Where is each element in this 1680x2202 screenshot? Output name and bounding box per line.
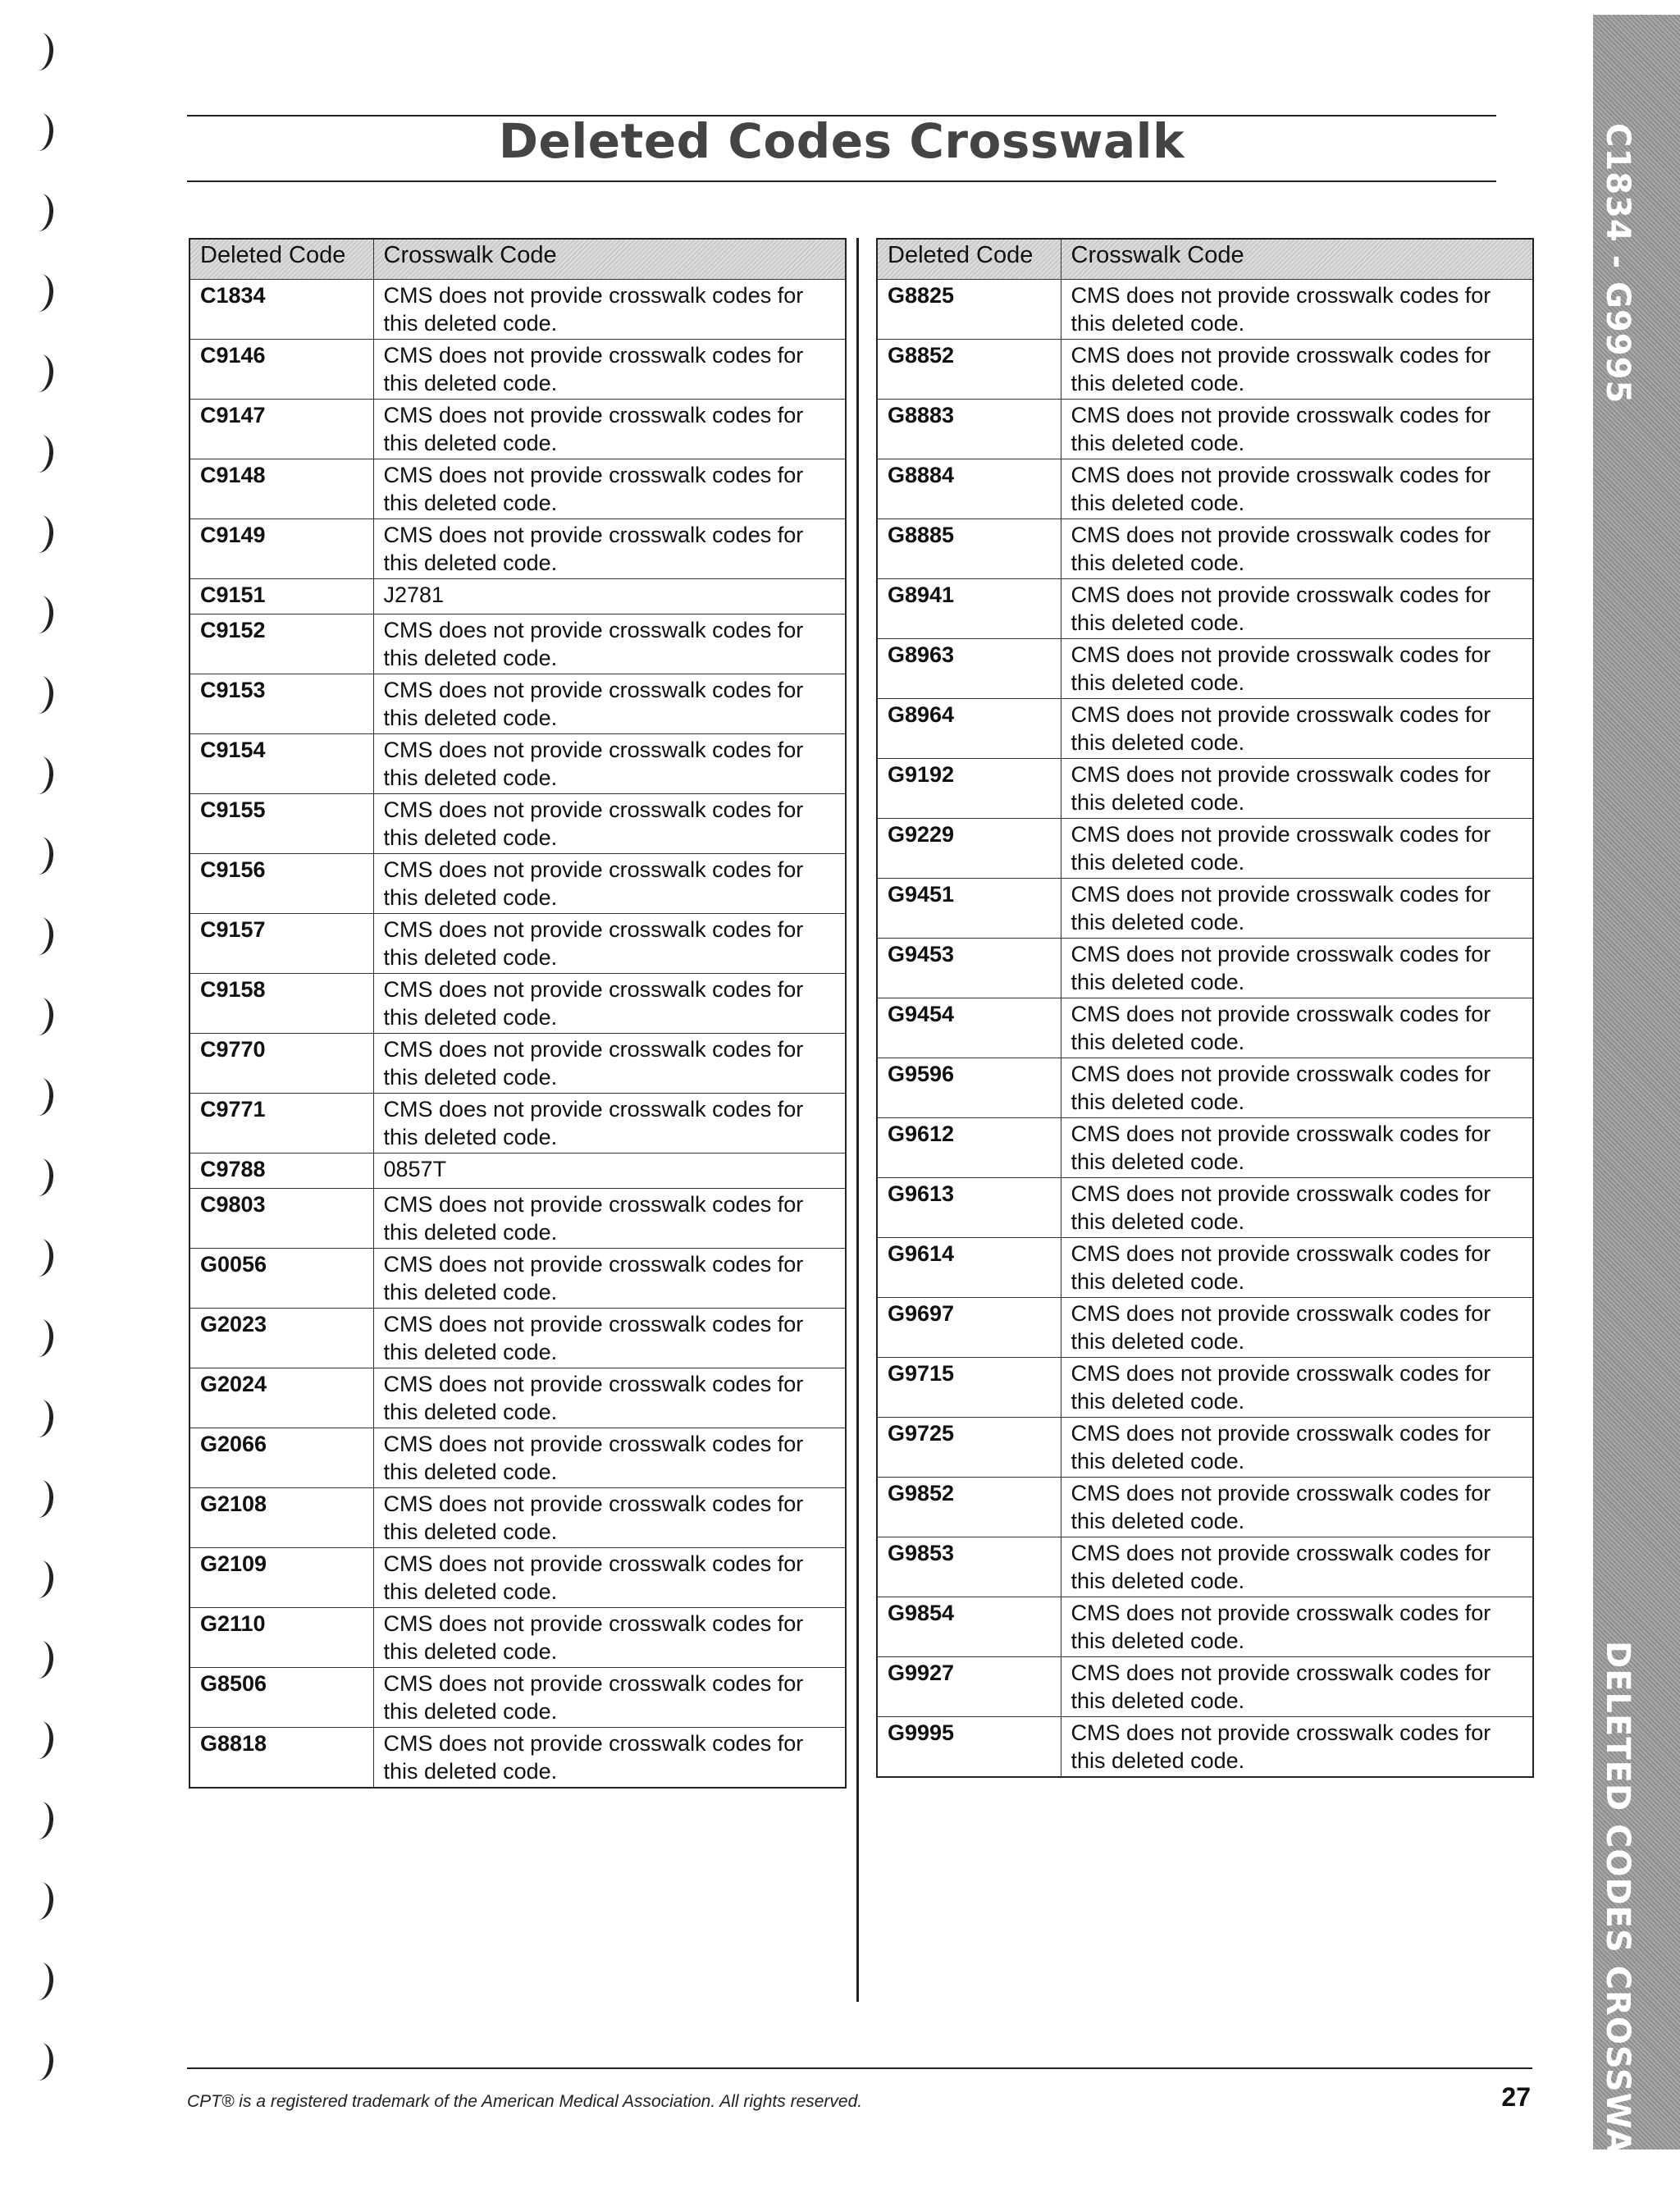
spiral-binding xyxy=(0,0,90,2149)
crosswalk-code-cell: CMS does not provide crosswalk codes for this deleted code. xyxy=(373,1034,846,1094)
binding-ring xyxy=(25,1157,56,1197)
table-row xyxy=(877,1178,1533,1238)
binding-ring xyxy=(25,112,56,152)
crosswalk-code-cell: CMS does not provide crosswalk codes for this deleted code. xyxy=(1061,759,1533,819)
table-row xyxy=(189,579,846,614)
deleted-code-cell: G9995 xyxy=(877,1717,1061,1778)
table-row xyxy=(877,1118,1533,1178)
table-row xyxy=(189,854,846,914)
table-row xyxy=(189,1488,846,1548)
deleted-code-cell: C9146 xyxy=(189,340,373,400)
crosswalk-code-cell: CMS does not provide crosswalk codes for this deleted code. xyxy=(1061,1597,1533,1657)
binding-ring xyxy=(25,1720,56,1760)
binding-ring xyxy=(25,1318,56,1358)
crosswalk-code-cell: CMS does not provide crosswalk codes for this deleted code. xyxy=(373,1428,846,1488)
crosswalk-code-cell: CMS does not provide crosswalk codes for this deleted code. xyxy=(373,794,846,854)
binding-ring xyxy=(25,1880,56,1921)
table-row xyxy=(189,1668,846,1728)
table-row xyxy=(189,1309,846,1368)
deleted-code-cell: C9152 xyxy=(189,614,373,674)
crosswalk-code-cell: CMS does not provide crosswalk codes for this deleted code. xyxy=(1061,1238,1533,1298)
crosswalk-code-cell: J2781 xyxy=(373,579,846,614)
crosswalk-code-cell: CMS does not provide crosswalk codes for this deleted code. xyxy=(373,1608,846,1668)
deleted-code-cell: G8825 xyxy=(877,280,1061,340)
deleted-code-cell: G8941 xyxy=(877,579,1061,639)
table-row xyxy=(189,280,846,340)
crosswalk-code-cell: CMS does not provide crosswalk codes for this deleted code. xyxy=(373,1309,846,1368)
binding-ring xyxy=(25,272,56,313)
table-row xyxy=(189,1094,846,1154)
crosswalk-code-cell: CMS does not provide crosswalk codes for this deleted code. xyxy=(1061,579,1533,639)
deleted-code-cell: G2109 xyxy=(189,1548,373,1608)
binding-ring xyxy=(25,1237,56,1277)
crosswalk-code-cell: CMS does not provide crosswalk codes for this deleted code. xyxy=(373,854,846,914)
deleted-code-cell: G9596 xyxy=(877,1058,1061,1118)
side-tab-range: C1834 - G9995 xyxy=(1599,123,1637,404)
binding-ring xyxy=(25,514,56,554)
crosswalk-code-cell: CMS does not provide crosswalk codes for this deleted code. xyxy=(1061,819,1533,879)
crosswalk-code-cell: CMS does not provide crosswalk codes for this deleted code. xyxy=(1061,459,1533,519)
binding-ring xyxy=(25,1639,56,1679)
deleted-code-cell: G9715 xyxy=(877,1358,1061,1418)
table-row xyxy=(189,1428,846,1488)
table-row xyxy=(877,400,1533,459)
deleted-code-cell: C9788 xyxy=(189,1154,373,1189)
table-row xyxy=(877,699,1533,759)
crosswalk-table-right-body xyxy=(877,280,1533,1778)
deleted-code-cell: G0056 xyxy=(189,1249,373,1309)
deleted-code-cell: C9771 xyxy=(189,1094,373,1154)
table-row xyxy=(189,519,846,579)
binding-ring xyxy=(25,1478,56,1519)
table-row xyxy=(877,759,1533,819)
crosswalk-code-cell: CMS does not provide crosswalk codes for this deleted code. xyxy=(373,280,846,340)
table-row xyxy=(189,1034,846,1094)
binding-ring xyxy=(25,353,56,393)
crosswalk-code-cell: CMS does not provide crosswalk codes for this deleted code. xyxy=(373,519,846,579)
table-row xyxy=(877,459,1533,519)
deleted-code-cell: C9153 xyxy=(189,674,373,734)
deleted-code-cell: C9151 xyxy=(189,579,373,614)
crosswalk-code-cell: CMS does not provide crosswalk codes for this deleted code. xyxy=(1061,1478,1533,1537)
deleted-code-cell: G2066 xyxy=(189,1428,373,1488)
deleted-code-cell: G9229 xyxy=(877,819,1061,879)
crosswalk-code-cell: CMS does not provide crosswalk codes for this deleted code. xyxy=(373,1488,846,1548)
table-row xyxy=(189,1368,846,1428)
crosswalk-code-cell: 0857T xyxy=(373,1154,846,1189)
table-row xyxy=(877,998,1533,1058)
table-row xyxy=(877,1478,1533,1537)
header-crosswalk-code: Crosswalk Code xyxy=(1061,239,1533,280)
deleted-code-cell: C9154 xyxy=(189,734,373,794)
binding-ring xyxy=(25,2041,56,2081)
header-deleted-code: Deleted Code xyxy=(189,239,373,280)
table-header-row xyxy=(189,239,846,280)
crosswalk-code-cell: CMS does not provide crosswalk codes for this deleted code. xyxy=(1061,400,1533,459)
deleted-code-cell: G2023 xyxy=(189,1309,373,1368)
crosswalk-code-cell: CMS does not provide crosswalk codes for this deleted code. xyxy=(1061,879,1533,939)
table-row xyxy=(189,1608,846,1668)
table-row xyxy=(877,1298,1533,1358)
table-row xyxy=(189,400,846,459)
binding-ring xyxy=(25,31,56,71)
crosswalk-code-cell: CMS does not provide crosswalk codes for this deleted code. xyxy=(1061,699,1533,759)
table-row xyxy=(189,914,846,974)
table-row xyxy=(189,674,846,734)
deleted-code-cell: G9454 xyxy=(877,998,1061,1058)
deleted-code-cell: G9725 xyxy=(877,1418,1061,1478)
table-row xyxy=(877,340,1533,400)
crosswalk-table-left-body xyxy=(189,280,846,1789)
crosswalk-code-cell: CMS does not provide crosswalk codes for this deleted code. xyxy=(1061,340,1533,400)
crosswalk-code-cell: CMS does not provide crosswalk codes for this deleted code. xyxy=(373,459,846,519)
binding-ring xyxy=(25,1076,56,1117)
column-divider xyxy=(856,238,859,2002)
deleted-code-cell: G8964 xyxy=(877,699,1061,759)
table-row xyxy=(877,819,1533,879)
binding-ring xyxy=(25,916,56,956)
crosswalk-code-cell: CMS does not provide crosswalk codes for this deleted code. xyxy=(373,340,846,400)
crosswalk-code-cell: CMS does not provide crosswalk codes for this deleted code. xyxy=(373,974,846,1034)
header-crosswalk-code: Crosswalk Code xyxy=(373,239,846,280)
table-row xyxy=(877,519,1533,579)
crosswalk-code-cell: CMS does not provide crosswalk codes for this deleted code. xyxy=(373,1548,846,1608)
crosswalk-code-cell: CMS does not provide crosswalk codes for this deleted code. xyxy=(373,674,846,734)
deleted-code-cell: G9614 xyxy=(877,1238,1061,1298)
binding-ring xyxy=(25,192,56,232)
crosswalk-code-cell: CMS does not provide crosswalk codes for this deleted code. xyxy=(373,734,846,794)
table-row xyxy=(189,734,846,794)
deleted-code-cell: G2108 xyxy=(189,1488,373,1548)
crosswalk-code-cell: CMS does not provide crosswalk codes for this deleted code. xyxy=(373,614,846,674)
table-row xyxy=(877,1717,1533,1778)
table-row xyxy=(877,1537,1533,1597)
deleted-code-cell: G9853 xyxy=(877,1537,1061,1597)
table-row xyxy=(189,459,846,519)
deleted-code-cell: C9148 xyxy=(189,459,373,519)
table-row xyxy=(877,1597,1533,1657)
table-row xyxy=(877,579,1533,639)
title-bottom-rule xyxy=(187,180,1496,182)
table-row xyxy=(189,614,846,674)
table-row xyxy=(189,1154,846,1189)
side-tab-section: DELETED CODES CROSSWALK xyxy=(1599,1641,1637,2202)
deleted-code-cell: G8852 xyxy=(877,340,1061,400)
table-row xyxy=(877,1657,1533,1717)
table-row xyxy=(877,280,1533,340)
table-row xyxy=(189,1189,846,1249)
deleted-code-cell: G9852 xyxy=(877,1478,1061,1537)
binding-ring xyxy=(25,1800,56,1840)
crosswalk-code-cell: CMS does not provide crosswalk codes for this deleted code. xyxy=(1061,639,1533,699)
crosswalk-code-cell: CMS does not provide crosswalk codes for this deleted code. xyxy=(373,1189,846,1249)
table-row xyxy=(877,1358,1533,1418)
deleted-code-cell: G9854 xyxy=(877,1597,1061,1657)
table-row xyxy=(877,1058,1533,1118)
crosswalk-code-cell: CMS does not provide crosswalk codes for this deleted code. xyxy=(373,1249,846,1309)
table-row xyxy=(189,1548,846,1608)
crosswalk-code-cell: CMS does not provide crosswalk codes for this deleted code. xyxy=(1061,939,1533,998)
crosswalk-code-cell: CMS does not provide crosswalk codes for this deleted code. xyxy=(373,1728,846,1789)
deleted-code-cell: C9155 xyxy=(189,794,373,854)
crosswalk-code-cell: CMS does not provide crosswalk codes for this deleted code. xyxy=(1061,1298,1533,1358)
crosswalk-table-left xyxy=(189,238,847,1789)
deleted-code-cell: C9770 xyxy=(189,1034,373,1094)
deleted-code-cell: G9697 xyxy=(877,1298,1061,1358)
binding-ring xyxy=(25,835,56,875)
deleted-code-cell: G8506 xyxy=(189,1668,373,1728)
header-deleted-code: Deleted Code xyxy=(877,239,1061,280)
crosswalk-code-cell: CMS does not provide crosswalk codes for this deleted code. xyxy=(1061,1657,1533,1717)
table-row xyxy=(189,340,846,400)
table-row xyxy=(877,1238,1533,1298)
table-row xyxy=(189,1249,846,1309)
footer-rule xyxy=(187,2067,1532,2069)
binding-ring xyxy=(25,674,56,715)
page-number: 27 xyxy=(1501,2082,1531,2112)
deleted-code-cell: G8883 xyxy=(877,400,1061,459)
table-row xyxy=(189,794,846,854)
deleted-code-cell: G9451 xyxy=(877,879,1061,939)
deleted-code-cell: G9453 xyxy=(877,939,1061,998)
crosswalk-code-cell: CMS does not provide crosswalk codes for this deleted code. xyxy=(1061,998,1533,1058)
crosswalk-code-cell: CMS does not provide crosswalk codes for this deleted code. xyxy=(1061,1178,1533,1238)
binding-ring xyxy=(25,755,56,795)
deleted-code-cell: C9149 xyxy=(189,519,373,579)
binding-ring xyxy=(25,594,56,634)
deleted-code-cell: G9927 xyxy=(877,1657,1061,1717)
deleted-code-cell: C1834 xyxy=(189,280,373,340)
crosswalk-code-cell: CMS does not provide crosswalk codes for this deleted code. xyxy=(373,1668,846,1728)
deleted-code-cell: G8885 xyxy=(877,519,1061,579)
table-row xyxy=(189,1728,846,1789)
crosswalk-code-cell: CMS does not provide crosswalk codes for this deleted code. xyxy=(373,1094,846,1154)
crosswalk-code-cell: CMS does not provide crosswalk codes for this deleted code. xyxy=(1061,1058,1533,1118)
table-row xyxy=(877,879,1533,939)
binding-ring xyxy=(25,1559,56,1599)
crosswalk-code-cell: CMS does not provide crosswalk codes for this deleted code. xyxy=(1061,1717,1533,1778)
deleted-code-cell: C9158 xyxy=(189,974,373,1034)
binding-ring xyxy=(25,1398,56,1438)
crosswalk-code-cell: CMS does not provide crosswalk codes for this deleted code. xyxy=(1061,1418,1533,1478)
crosswalk-code-cell: CMS does not provide crosswalk codes for this deleted code. xyxy=(373,400,846,459)
deleted-code-cell: C9157 xyxy=(189,914,373,974)
deleted-code-cell: C9803 xyxy=(189,1189,373,1249)
deleted-code-cell: G2110 xyxy=(189,1608,373,1668)
crosswalk-code-cell: CMS does not provide crosswalk codes for this deleted code. xyxy=(1061,1537,1533,1597)
binding-ring xyxy=(25,433,56,473)
table-row xyxy=(877,939,1533,998)
crosswalk-code-cell: CMS does not provide crosswalk codes for this deleted code. xyxy=(1061,1358,1533,1418)
binding-ring xyxy=(25,996,56,1036)
table-row xyxy=(189,974,846,1034)
deleted-code-cell: G9613 xyxy=(877,1178,1061,1238)
deleted-code-cell: G8884 xyxy=(877,459,1061,519)
page-title: Deleted Codes Crosswalk xyxy=(498,113,1185,169)
table-row xyxy=(877,1418,1533,1478)
crosswalk-code-cell: CMS does not provide crosswalk codes for this deleted code. xyxy=(1061,1118,1533,1178)
crosswalk-code-cell: CMS does not provide crosswalk codes for this deleted code. xyxy=(373,1368,846,1428)
crosswalk-code-cell: CMS does not provide crosswalk codes for this deleted code. xyxy=(1061,519,1533,579)
deleted-code-cell: C9147 xyxy=(189,400,373,459)
table-header-row xyxy=(877,239,1533,280)
crosswalk-code-cell: CMS does not provide crosswalk codes for this deleted code. xyxy=(1061,280,1533,340)
deleted-code-cell: G8818 xyxy=(189,1728,373,1789)
deleted-code-cell: G8963 xyxy=(877,639,1061,699)
deleted-code-cell: G9192 xyxy=(877,759,1061,819)
trademark-notice: CPT® is a registered trademark of the American Medical Association. All rights reserved. xyxy=(187,2092,863,2111)
crosswalk-table-right xyxy=(876,238,1534,1778)
deleted-code-cell: G9612 xyxy=(877,1118,1061,1178)
deleted-code-cell: C9156 xyxy=(189,854,373,914)
deleted-code-cell: G2024 xyxy=(189,1368,373,1428)
binding-ring xyxy=(25,1961,56,2001)
table-row xyxy=(877,639,1533,699)
crosswalk-code-cell: CMS does not provide crosswalk codes for this deleted code. xyxy=(373,914,846,974)
